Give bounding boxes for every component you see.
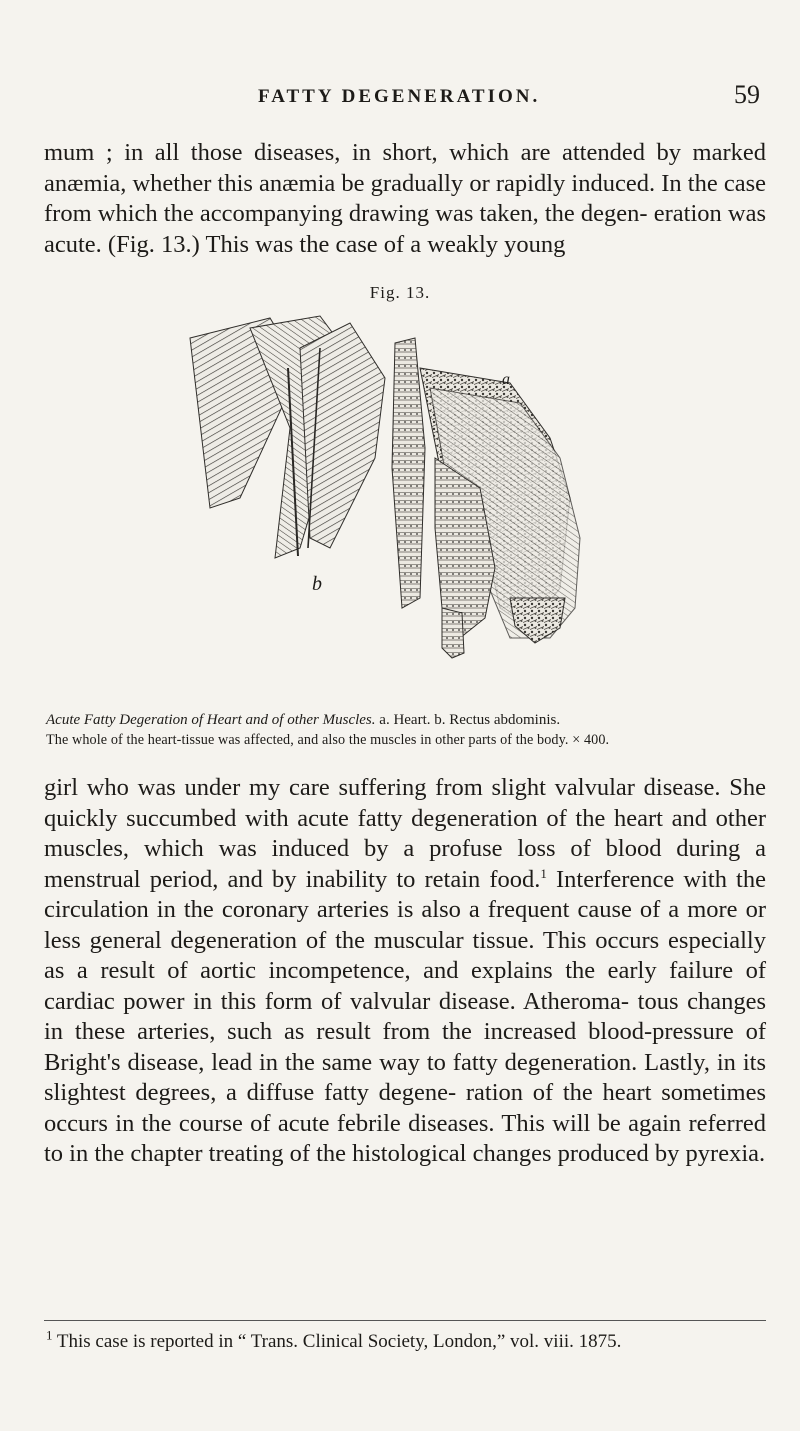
figure-13-illustration xyxy=(180,308,660,698)
footnote xyxy=(46,1327,768,1354)
footnote-reference[interactable]: 1 xyxy=(540,865,547,881)
caption-parts: a. Heart. b. Rectus abdominis. xyxy=(379,712,561,728)
paragraph-1: mum ; in all those diseases, in short, which are attended by marked anæmia, whether this anæmia be gradually or rapidly induced. In the case from which the accompanying drawing was taken, the degen- eration was acute. (Fig. 13.) This was the case of a weakly young xyxy=(44,139,766,258)
paragraph-2 xyxy=(44,773,766,1170)
paragraph-2-part-1: girl who was under my care suffering from slight valvular disease. She quickly succumbed with acute fatty degeneration of the heart and other muscles, which was induced by a profuse loss of blood during a menstrual period, and by inability to retain food. xyxy=(44,774,766,893)
figure-caption-detail: The whole of the heart-tissue was affected, and also the muscles in other parts of the body. × 400. xyxy=(46,732,610,748)
figure-label-a: a xyxy=(502,371,510,388)
fibre-group-a xyxy=(392,338,580,658)
footnote-divider xyxy=(44,1320,766,1321)
paragraph-2-part-2: Interference with the circulation in the coronary arteries is also a frequent cause of a more or less general degeneration of the muscular tissue. This occurs especially as a result of aortic incompetence, and explains the early failure of cardiac power in this form of valvular disease. Atheroma- tous changes in these arteries, such as result from the increased blood-pressure of Bright's disease, lead in the same way to fatty degeneration. Lastly, in its slightest degrees, a diffuse fatty degene- ration of the heart sometimes occurs in the course of acute febrile diseases. This will be again referred to in the chapter treating of the histological changes produced by pyrexia. xyxy=(44,865,766,1167)
footnote-text: This case is reported in “ Trans. Clinical Society, London,” vol. viii. 1875. xyxy=(52,1331,622,1352)
figure-caption xyxy=(46,711,770,729)
figure-label: Fig. 13. xyxy=(369,283,431,302)
running-head xyxy=(0,80,800,116)
footnote-marker: 1 xyxy=(46,1327,53,1343)
caption-title: Acute Fatty Degeration of Heart and of other Muscles. xyxy=(46,712,376,728)
running-title: FATTY DEGENERATION. xyxy=(258,86,541,107)
fibre-group-b xyxy=(190,316,385,558)
page-number: 59 xyxy=(734,80,760,109)
figure-label-b: b xyxy=(312,573,322,595)
